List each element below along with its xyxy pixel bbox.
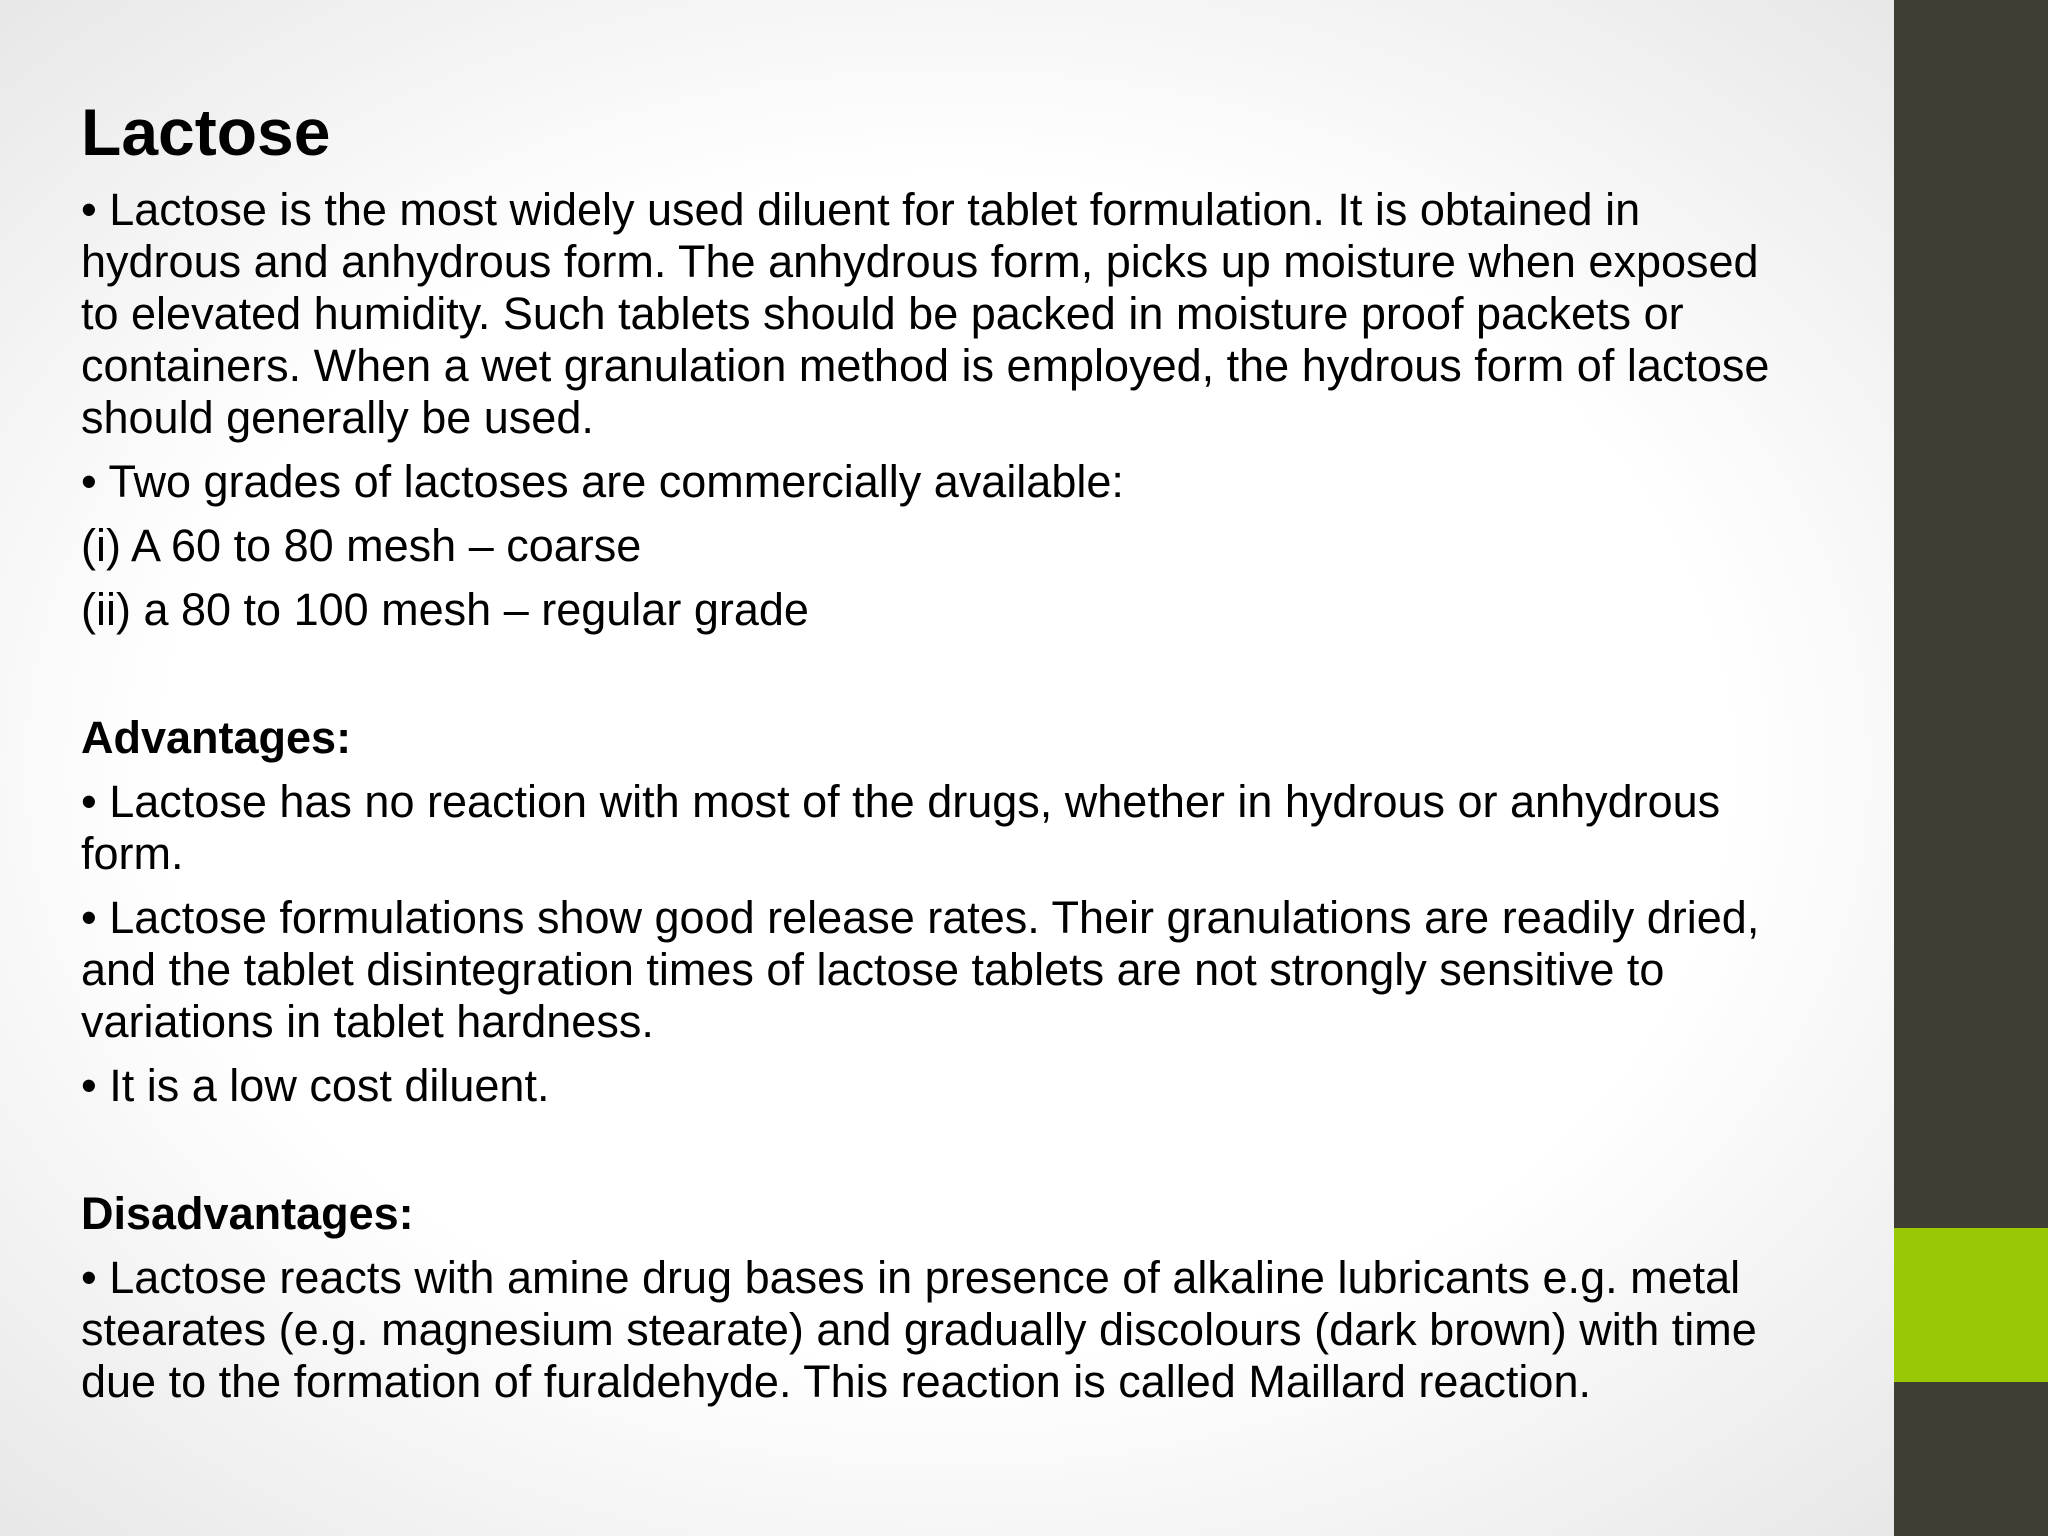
advantage-item: • Lactose formulations show good release rates. Their granulations are readily dried, and the tablet disintegration times of lactose tablets are not strongly sensitive to variations in tablet hardness. bbox=[81, 892, 1760, 1047]
grades-paragraph: • Two grades of lactoses are commercially available: bbox=[81, 456, 1124, 507]
disadvantages-heading: Disadvantages: bbox=[81, 1188, 414, 1239]
grade-item-regular: (ii) a 80 to 100 mesh – regular grade bbox=[81, 584, 809, 635]
disadvantage-item: • Lactose reacts with amine drug bases in presence of alkaline lubricants e.g. metal stearates (e.g. magnesium stearate) and gradually discolours (dark brown) with time due to the formation of furaldehyde. This reaction is called Maillard reaction. bbox=[81, 1252, 1757, 1407]
slide-title: Lactose bbox=[81, 95, 331, 169]
advantage-item: • It is a low cost diluent. bbox=[81, 1060, 550, 1111]
advantage-item: • Lactose has no reaction with most of the drugs, whether in hydrous or anhydrous form. bbox=[81, 776, 1721, 879]
advantages-heading: Advantages: bbox=[81, 712, 352, 763]
intro-paragraph: • Lactose is the most widely used diluent for tablet formulation. It is obtained in hydrous and anhydrous form. The anhydrous form, picks up moisture when exposed to elevated humidity. Such tablets should be packed in moisture proof packets or containers. When a wet granulation method is employed, the hydrous form of lactose should generally be used. bbox=[81, 184, 1770, 443]
accent-block bbox=[1894, 1228, 2048, 1382]
section-spacer bbox=[81, 648, 1801, 712]
grade-item-coarse: (i) A 60 to 80 mesh – coarse bbox=[81, 520, 642, 571]
section-spacer bbox=[81, 1124, 1801, 1188]
slide-content bbox=[81, 88, 1801, 1420]
